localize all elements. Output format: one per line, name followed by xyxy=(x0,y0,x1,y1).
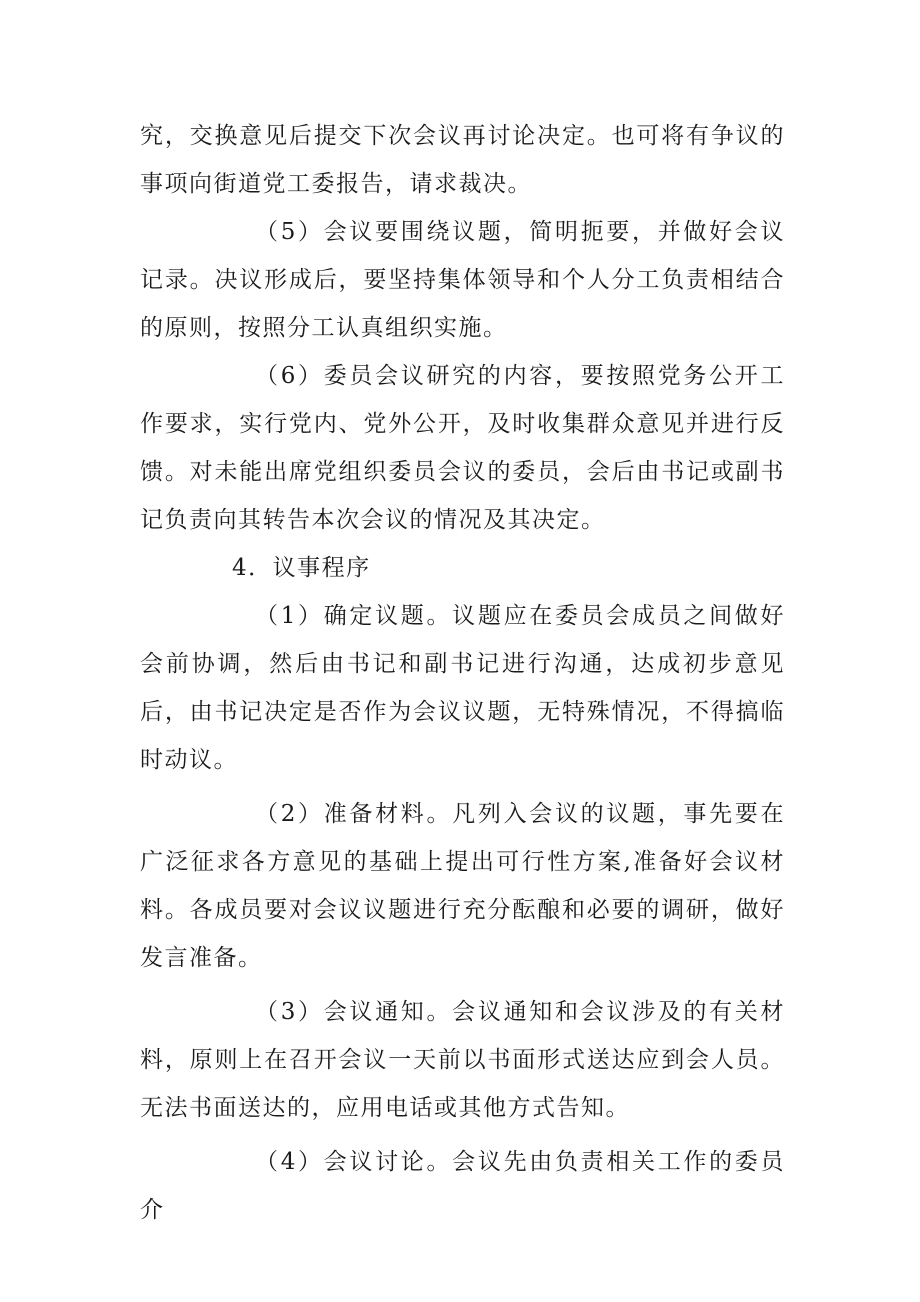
paragraph-step-1: （1）确定议题。议题应在委员会成员之间做好会前协调，然后由书记和副书记进行沟通，达成初步意见后，由书记决定是否作为会议议题，无特殊情况，不得搞临时动议。 xyxy=(140,603,785,773)
section-heading-procedure: 4．议事程序 xyxy=(232,555,371,581)
paragraph-item-5: （5）会议要围绕议题，简明扼要，并做好会议记录。决议形成后，要坚持集体领导和个人分工负责相结合的原则，按照分工认真组织实施。 xyxy=(140,219,785,341)
paragraph-step-4: （4）会议讨论。会议先由负责相关工作的委员介 xyxy=(140,1149,785,1223)
paragraph-item-6: （6）委员会议研究的内容，要按照党务公开工作要求，实行党内、党外公开，及时收集群众意见并进行反馈。对未能出席党组织委员会议的委员，会后由书记或副书记负责向其转告本次会议的情况及其决定。 xyxy=(140,363,785,533)
document-body xyxy=(140,112,785,1234)
paragraph-step-2: （2）准备材料。凡列入会议的议题，事先要在广泛征求各方意见的基础上提出可行性方案,准备好会议材料。各成员要对会议议题进行充分酝酿和必要的调研，做好发言准备。 xyxy=(140,801,785,971)
paragraph-step-3: （3）会议通知。会议通知和会议涉及的有关材料，原则上在召开会议一天前以书面形式送达应到会人员。无法书面送达的，应用电话或其他方式告知。 xyxy=(140,999,785,1121)
paragraph-continuation: 究，交换意见后提交下次会议再讨论决定。也可将有争议的事项向街道党工委报告，请求裁决。 xyxy=(140,123,785,197)
